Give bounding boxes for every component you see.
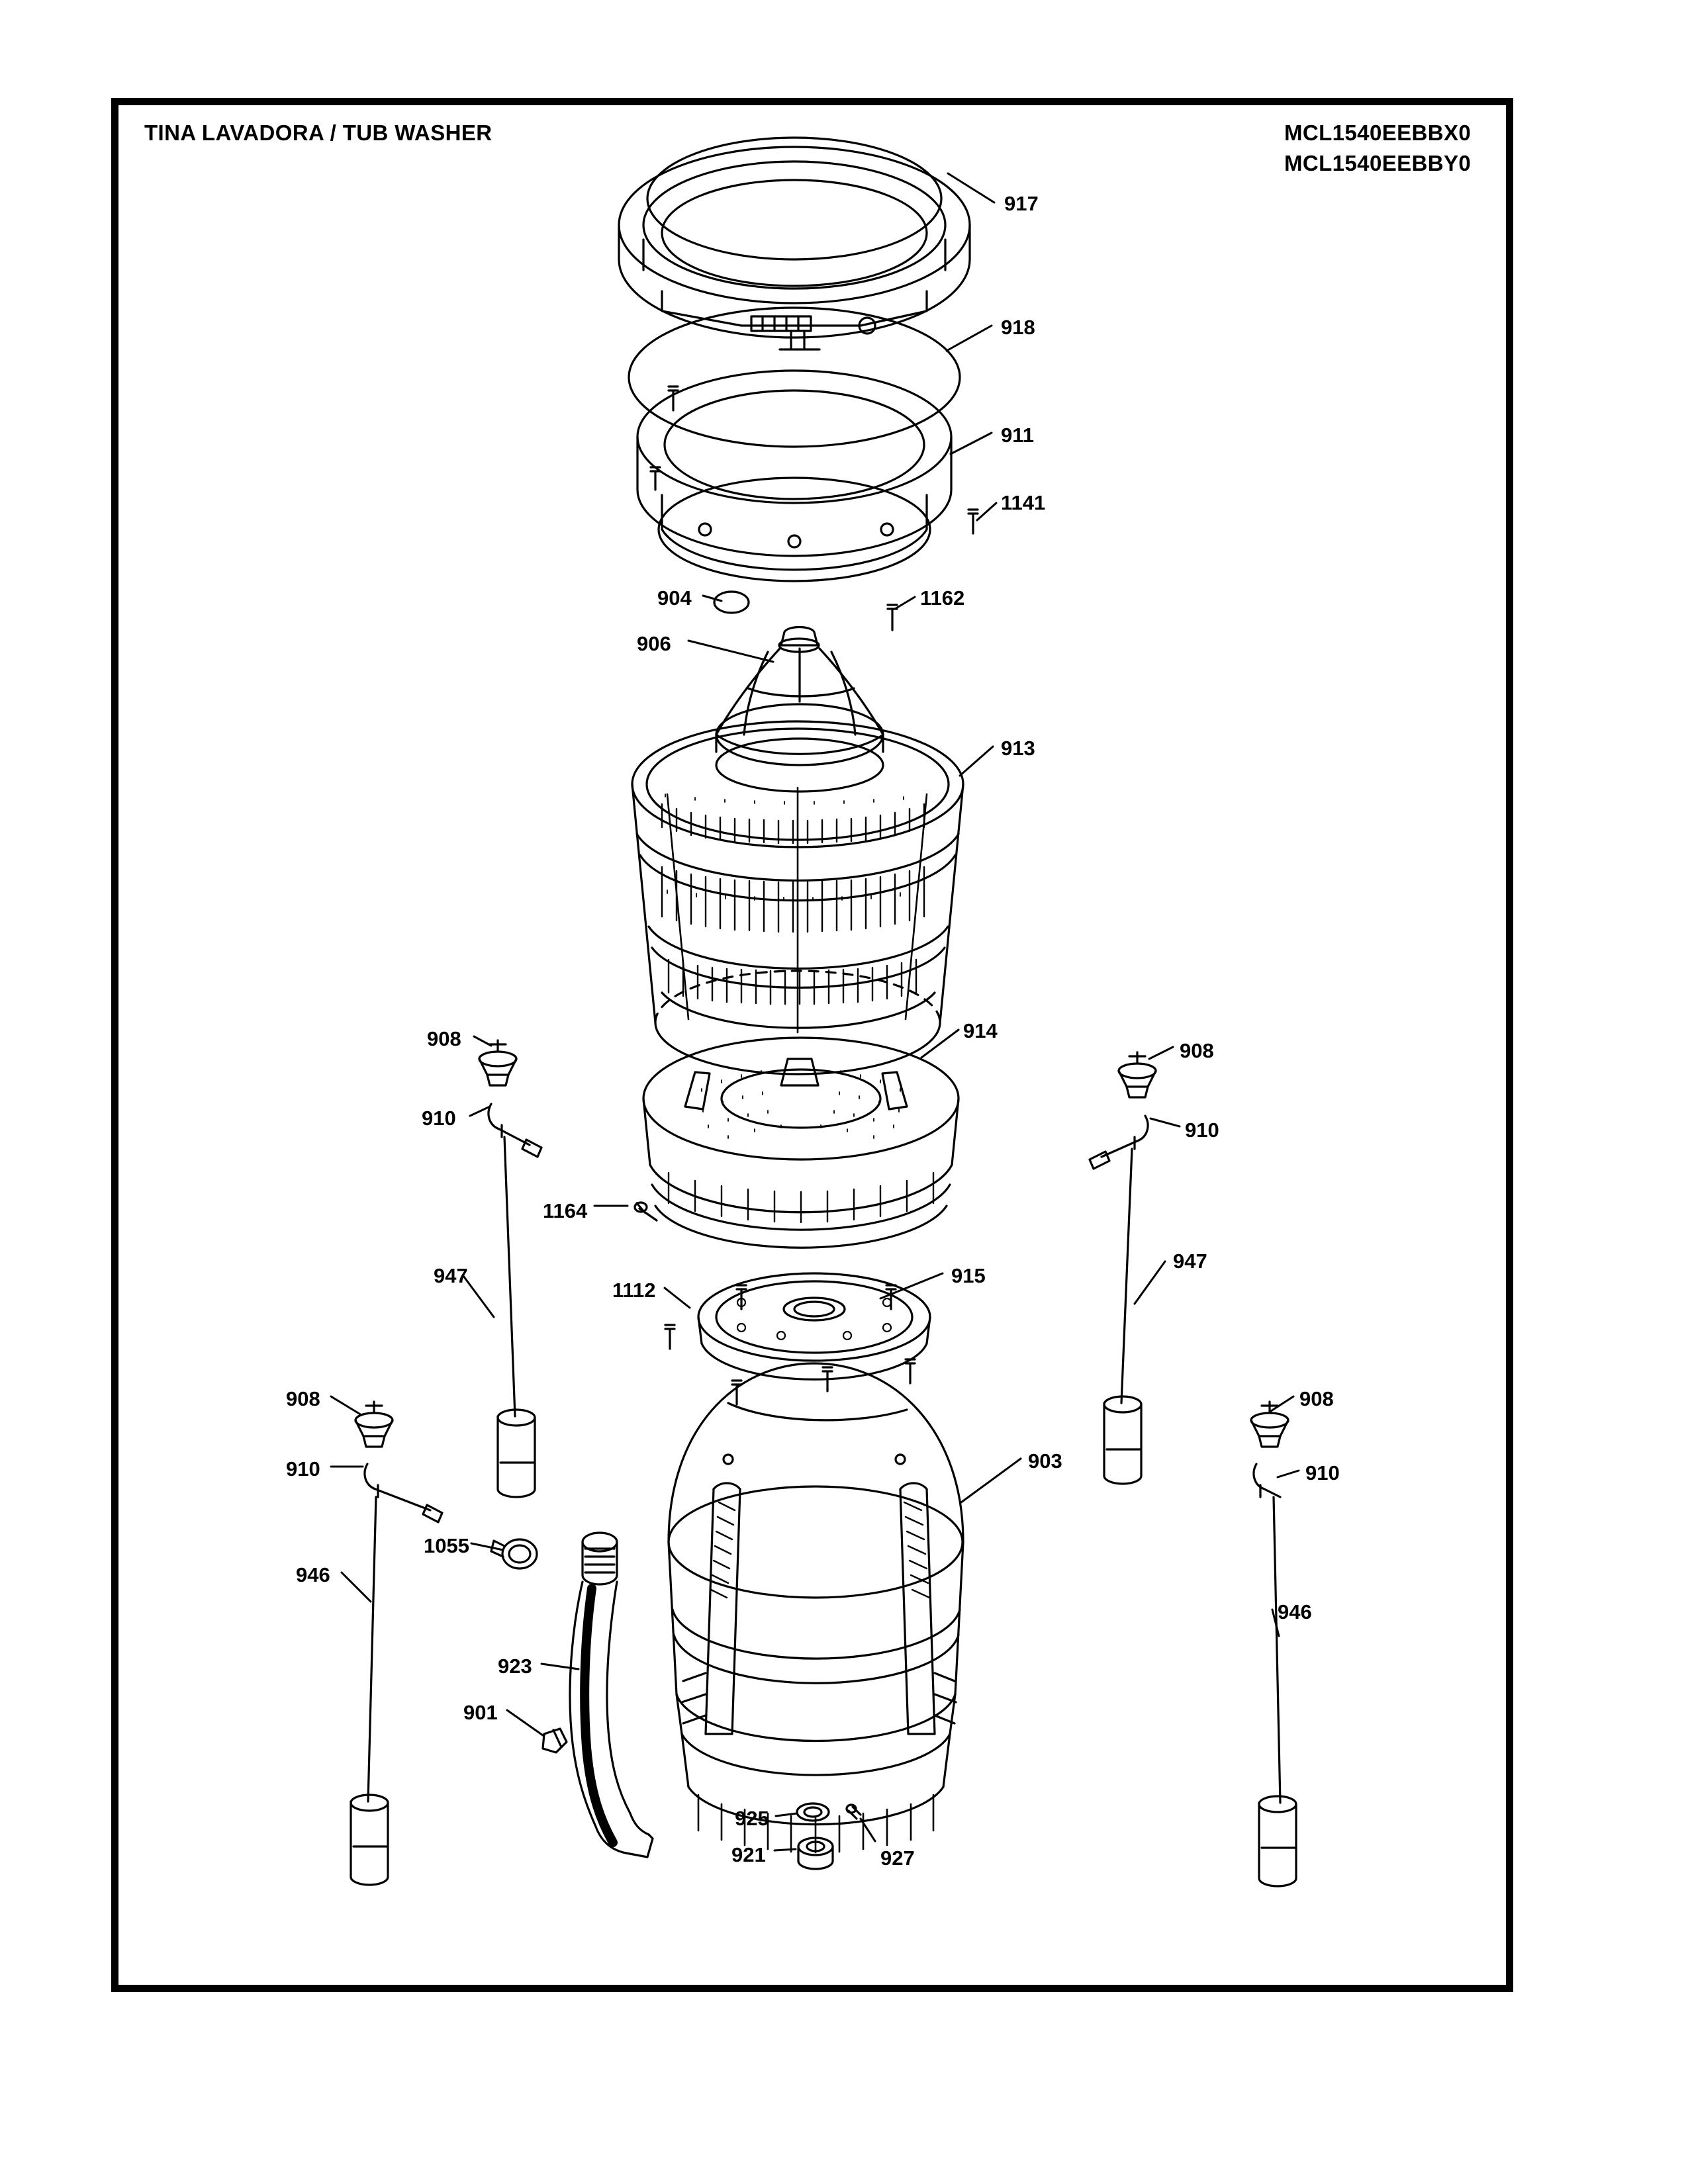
callout-915: 915 — [951, 1264, 986, 1287]
callout-908-lower-left: 908 — [286, 1387, 320, 1410]
callout-946-right: 946 — [1278, 1600, 1312, 1623]
callout-1055: 1055 — [424, 1534, 469, 1557]
callout-914: 914 — [963, 1019, 998, 1042]
callout-908-upper-left: 908 — [427, 1027, 461, 1050]
callout-917: 917 — [1004, 192, 1039, 215]
callout-910-upper-right: 910 — [1185, 1118, 1219, 1142]
model-number-primary: MCL1540EEBBX0 — [1284, 120, 1472, 145]
callout-1162: 1162 — [920, 586, 965, 610]
callout-911: 911 — [1001, 424, 1035, 447]
page-title: TINA LAVADORA / TUB WASHER — [144, 120, 492, 145]
callout-910-upper-left: 910 — [422, 1107, 456, 1130]
callout-947-right: 947 — [1173, 1250, 1207, 1273]
callout-908-lower-right: 908 — [1299, 1387, 1334, 1410]
callout-1141: 1141 — [1001, 491, 1046, 514]
callout-1112: 1112 — [612, 1279, 656, 1302]
callout-910-lower-right: 910 — [1305, 1461, 1340, 1484]
callout-1164: 1164 — [543, 1199, 588, 1222]
callout-913: 913 — [1001, 737, 1035, 760]
callout-947-left: 947 — [434, 1264, 468, 1287]
diagram-border-frame — [111, 98, 1513, 1992]
callout-903: 903 — [1028, 1449, 1062, 1473]
callout-904: 904 — [657, 586, 692, 610]
callout-925: 925 — [735, 1807, 769, 1830]
callout-921: 921 — [731, 1843, 766, 1866]
callout-901: 901 — [463, 1701, 498, 1724]
callout-927: 927 — [880, 1846, 915, 1870]
callout-906: 906 — [637, 632, 671, 655]
callout-946-left: 946 — [296, 1563, 330, 1586]
callout-908-upper-right: 908 — [1180, 1039, 1214, 1062]
callout-910-lower-left: 910 — [286, 1457, 320, 1480]
callout-918: 918 — [1001, 316, 1035, 339]
model-number-secondary: MCL1540EEBBY0 — [1284, 151, 1472, 175]
callout-923: 923 — [498, 1655, 532, 1678]
